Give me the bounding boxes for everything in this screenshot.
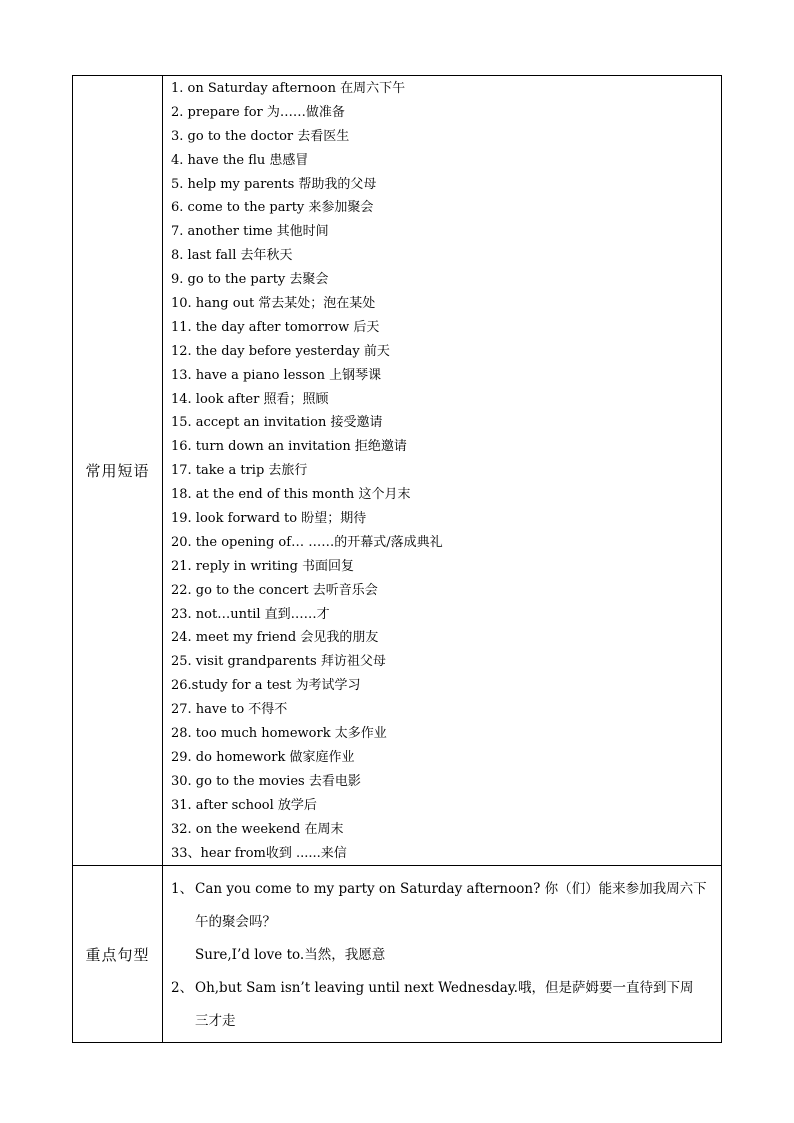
phrase-item: 15. accept an invitation 接受邀请	[171, 415, 383, 431]
phrase-item: 30. go to the movies 去看电影	[171, 773, 361, 789]
phrase-item: 18. at the end of this month 这个月末	[171, 487, 411, 503]
sentences-row	[73, 866, 722, 1043]
phrases-cell	[163, 76, 722, 866]
phrase-item: 19. look forward to 盼望；期待	[171, 511, 367, 527]
phrases-row	[73, 76, 722, 866]
phrase-item: 10. hang out 常去某处；泡在某处	[171, 296, 376, 312]
phrase-item: 5. help my parents 帮助我的父母	[171, 176, 377, 192]
phrase-item: 14. look after 照看；照顾	[171, 391, 329, 407]
sentences-section-title: 重点句型	[73, 866, 163, 1043]
phrase-item: 1. on Saturday afternoon 在周六下午	[171, 81, 406, 96]
phrase-item: 29. do homework 做家庭作业	[171, 749, 355, 765]
phrase-item: 13. have a piano lesson 上钢琴课	[171, 367, 382, 383]
phrase-item: 6. come to the party 来参加聚会	[171, 200, 374, 216]
phrase-item: 22. go to the concert 去听音乐会	[171, 582, 378, 598]
sentence-list	[171, 867, 721, 1042]
phrase-item: 20. the opening of… ……的开幕式/落成典礼	[171, 534, 443, 550]
phrase-item: 4. have the flu 患感冒	[171, 152, 309, 168]
phrase-item: 24. meet my friend 会见我的朋友	[171, 630, 379, 646]
sentence-response: Sure,I’d love to.当然，我愿意	[195, 947, 386, 964]
phrase-item: 32. on the weekend 在周末	[171, 821, 344, 837]
sentence-number: 2、	[171, 980, 194, 997]
phrase-item: 9. go to the party 去聚会	[171, 272, 329, 288]
sentence-number: 1、	[171, 881, 194, 898]
phrase-list	[171, 77, 721, 865]
phrases-section-title: 常用短语	[73, 76, 163, 866]
sentence-english: Can you come to my party on Saturday afternoon? 你（们）能来参加我周六下	[195, 881, 707, 898]
phrase-item: 7. another time 其他时间	[171, 224, 329, 240]
sentences-cell	[163, 866, 722, 1043]
phrase-item: 27. have to 不得不	[171, 702, 288, 718]
sentence-item	[171, 972, 721, 1005]
phrase-item: 33、hear from收到 ......来信	[171, 845, 347, 861]
phrase-item: 25. visit grandparents 拜访祖父母	[171, 654, 386, 670]
phrase-item: 21. reply in writing 书面回复	[171, 558, 355, 574]
vocabulary-table	[72, 75, 722, 1043]
phrase-item: 31. after school 放学后	[171, 797, 317, 813]
sentence-english: Oh,but Sam isn’t leaving until next Wednesday.哦，但是萨姆要一直待到下周	[195, 980, 694, 997]
phrase-item: 17. take a trip 去旅行	[171, 463, 308, 479]
sentence-item	[171, 873, 721, 906]
phrase-item: 23. not…until 直到……才	[171, 606, 330, 622]
sentence-continuation: 午的聚会吗？	[195, 914, 276, 931]
phrase-item: 3. go to the doctor 去看医生	[171, 128, 350, 144]
phrase-item: 11. the day after tomorrow 后天	[171, 319, 380, 335]
sentence-continuation: 三才走	[195, 1013, 236, 1030]
phrase-item: 12. the day before yesterday 前天	[171, 343, 390, 359]
phrase-item: 2. prepare for 为……做准备	[171, 104, 345, 120]
phrase-item: 16. turn down an invitation 拒绝邀请	[171, 439, 407, 455]
phrase-item: 28. too much homework 太多作业	[171, 726, 387, 742]
phrase-item: 8. last fall 去年秋天	[171, 248, 293, 264]
phrase-item: 26.study for a test 为考试学习	[171, 678, 361, 694]
